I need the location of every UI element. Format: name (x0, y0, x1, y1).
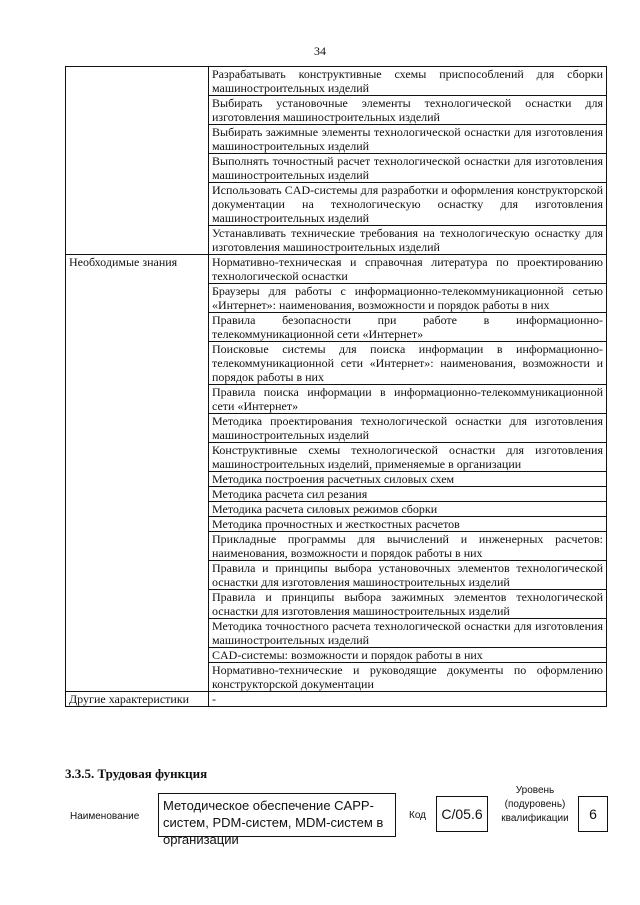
row-group-label: Другие характеристики (66, 692, 209, 707)
labor-function-name-label: Наименование (70, 811, 140, 822)
requirements-table-body (66, 67, 607, 707)
row-item-text: Устанавливать технические требования на технологическую оснастку для изготовления машиностроительных изделий (209, 226, 607, 255)
table-row (66, 67, 607, 96)
section-title: 3.3.5. Трудовая функция (65, 766, 208, 781)
row-item-text: Нормативно-техническая и справочная литература по проектированию технологической оснастки (209, 255, 607, 284)
row-item-text: Правила безопасности при работе в информационно-телекоммуникационной сети «Интернет» (209, 313, 607, 342)
row-item-text: Методика прочностных и жесткостных расчетов (209, 517, 607, 532)
row-item-text: Поисковые системы для поиска информации в информационно-телекоммуникационной сети «Интернет»: наименования, возможности и порядок работы в них (209, 342, 607, 385)
row-item-text: Разрабатывать конструктивные схемы приспособлений для сборки машиностроительных изделий (209, 67, 607, 96)
row-item-text: Методика точностного расчета технологической оснастки для изготовления машиностроительных изделий (209, 619, 607, 648)
table-row (66, 692, 607, 707)
table-row (66, 255, 607, 284)
row-item-text: Браузеры для работы с информационно-телекоммуникационной сетью «Интернет»: наименования, возможности и порядок работы в них (209, 284, 607, 313)
qualification-level: 6 (578, 796, 608, 832)
row-item-text: Нормативно-технические и руководящие документы по оформлению конструкторской документации (209, 663, 607, 692)
requirements-table (65, 66, 607, 707)
row-item-text: Методика проектирования технологической оснастки для изготовления машиностроительных изделий (209, 414, 607, 443)
row-item-text: Конструктивные схемы технологической оснастки для изготовления машиностроительных изделий, применяемые в организации (209, 443, 607, 472)
row-item-text: Методика расчета сил резания (209, 487, 607, 502)
row-item-text: Методика расчета силовых режимов сборки (209, 502, 607, 517)
row-group-label (66, 67, 209, 255)
qualification-level-label: Уровень (подуровень) квалификации (501, 785, 569, 824)
row-item-text: Правила и принципы выбора установочных элементов технологической оснастки для изготовления машиностроительных изделий (209, 561, 607, 590)
labor-function-code-label: Код (409, 810, 427, 821)
labor-function-name: Методическое обеспечение CAPP-систем, PDM-систем, MDM-систем в организации (158, 793, 396, 837)
row-item-text: Использовать CAD-системы для разработки и оформления конструкторской документации на технологическую оснастку для изготовления машиностроительных изделий (209, 183, 607, 226)
row-item-text: Выбирать зажимные элементы технологической оснастки для изготовления машиностроительных изделий (209, 125, 607, 154)
row-item-text: Выполнять точностный расчет технологической оснастки для изготовления машиностроительных изделий (209, 154, 607, 183)
row-group-label: Необходимые знания (66, 255, 209, 692)
row-item-text: Прикладные программы для вычислений и инженерных расчетов: наименования, возможности и порядок работы в них (209, 532, 607, 561)
page-number: 34 (314, 44, 326, 58)
row-item-text: Правила и принципы выбора зажимных элементов технологической оснастки для изготовления машиностроительных изделий (209, 590, 607, 619)
labor-function-code: C/05.6 (436, 796, 488, 832)
row-item-text: - (209, 692, 607, 707)
row-item-text: CAD-системы: возможности и порядок работы в них (209, 648, 607, 663)
row-item-text: Правила поиска информации в информационно-телекоммуникационной сети «Интернет» (209, 385, 607, 414)
row-item-text: Выбирать установочные элементы технологической оснастки для изготовления машиностроительных изделий (209, 96, 607, 125)
row-item-text: Методика построения расчетных силовых схем (209, 472, 607, 487)
